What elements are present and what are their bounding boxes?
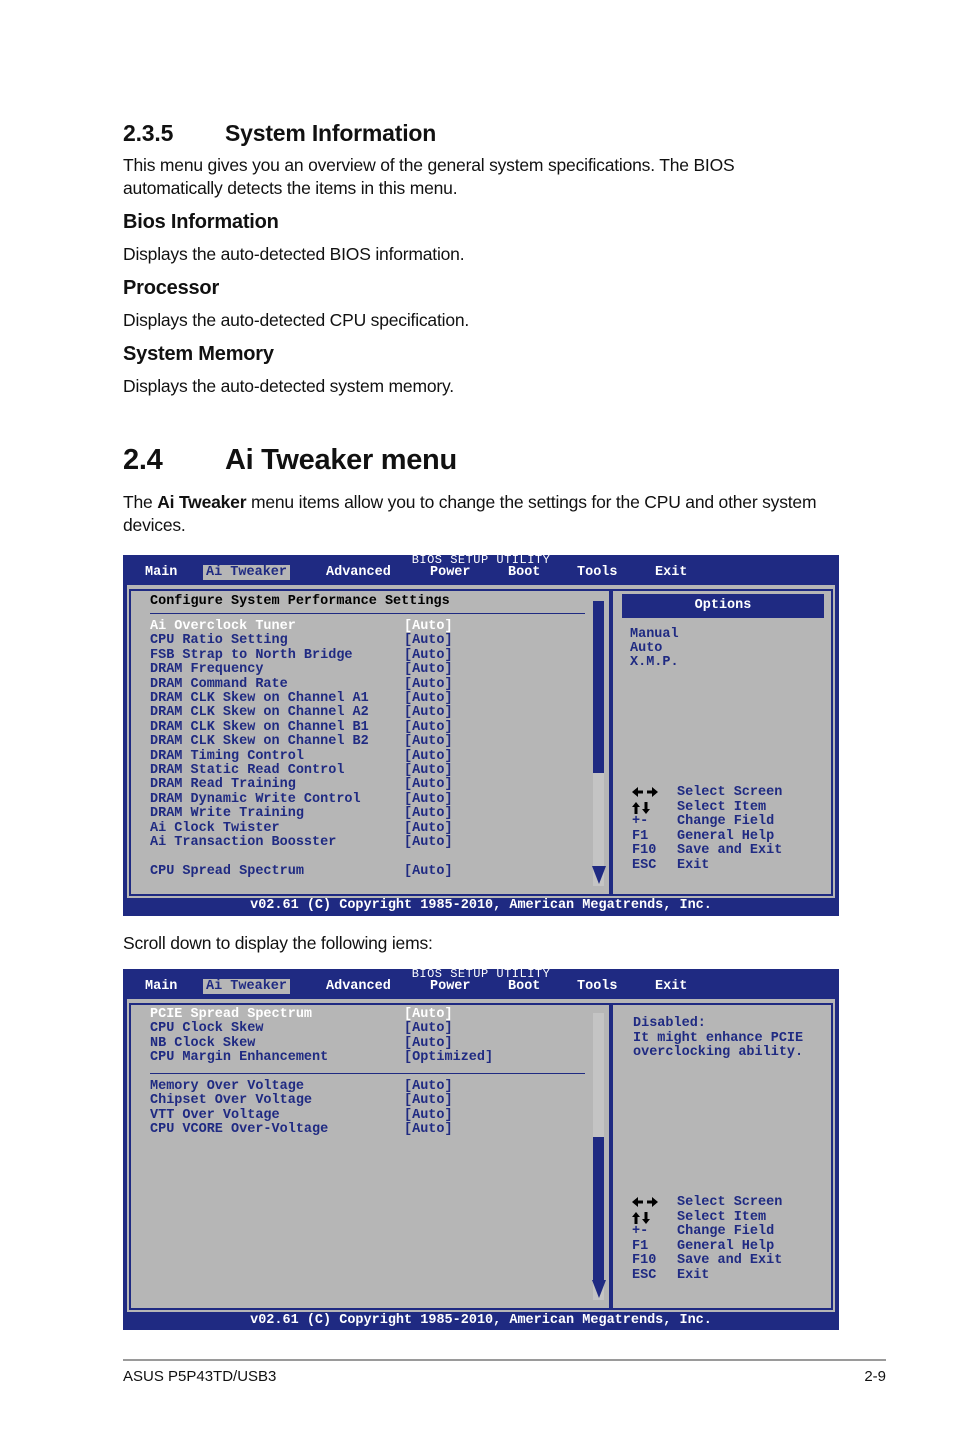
- setting-name: CPU Spread Spectrum: [150, 863, 304, 879]
- setting-item[interactable]: [150, 1122, 328, 1137]
- setting-name: PCIE Spread Spectrum: [150, 1007, 313, 1022]
- section-title: Ai Tweaker menu: [225, 444, 457, 476]
- menu-tab-ai-tweaker[interactable]: Ai Tweaker: [203, 979, 290, 994]
- menu-tab-exit[interactable]: Exit: [655, 979, 688, 994]
- bios-body: [127, 585, 835, 898]
- settings-heading: Configure System Performance Settings: [150, 594, 450, 609]
- key-name: F1: [632, 1238, 649, 1254]
- setting-item[interactable]: [150, 1093, 312, 1108]
- menu-tab-exit[interactable]: Exit: [655, 565, 688, 580]
- setting-item[interactable]: [150, 720, 369, 735]
- setting-value[interactable]: [Auto]: [404, 1035, 453, 1051]
- setting-name: CPU Margin Enhancement: [150, 1050, 329, 1066]
- system-info-intro-line2: automatically detects the items in this menu.: [123, 178, 458, 198]
- setting-item[interactable]: [150, 1036, 255, 1051]
- intro-text: The: [123, 492, 158, 512]
- processor-heading: Processor: [123, 277, 220, 299]
- setting-name: Chipset Over Voltage: [150, 1093, 313, 1109]
- setting-name: DRAM Write Training: [150, 806, 304, 822]
- menu-tab-power[interactable]: Power: [430, 565, 471, 580]
- footer-rule: [123, 1359, 886, 1361]
- key-desc: Select Screen: [677, 785, 783, 800]
- menu-tab-advanced[interactable]: Advanced: [326, 979, 391, 994]
- setting-name: Memory Over Voltage: [150, 1079, 304, 1094]
- bios-information-text: Displays the auto-detected BIOS information.: [123, 244, 465, 264]
- setting-value[interactable]: [Auto]: [404, 835, 453, 850]
- setting-value[interactable]: [Auto]: [404, 1021, 453, 1037]
- menu-tab-power[interactable]: Power: [430, 979, 471, 994]
- setting-name: Ai Transaction Boosster: [150, 835, 337, 850]
- setting-name: DRAM Dynamic Write Control: [150, 791, 361, 807]
- key-name: F1: [632, 828, 649, 844]
- setting-name: FSB Strap to North Bridge: [150, 647, 353, 663]
- setting-value[interactable]: [Auto]: [404, 676, 453, 692]
- setting-item[interactable]: [150, 835, 336, 850]
- scrollbar[interactable]: [593, 601, 604, 886]
- section-number: 2.4: [123, 444, 163, 476]
- scroll-down-arrow-icon[interactable]: [592, 866, 606, 884]
- section-title: System Information: [225, 120, 437, 146]
- setting-name: NB Clock Skew: [150, 1035, 256, 1051]
- menu-tab-tools[interactable]: Tools: [577, 565, 618, 580]
- key-desc: Exit: [677, 1267, 710, 1283]
- setting-name: DRAM Read Training: [150, 777, 296, 793]
- intro-bold: Ai Tweaker: [157, 492, 247, 512]
- option-item[interactable]: Auto: [630, 641, 663, 656]
- setting-value[interactable]: [Auto]: [404, 748, 453, 764]
- setting-name: DRAM Timing Control: [150, 748, 304, 764]
- key-name: F10: [632, 1253, 657, 1268]
- footer-product: ASUS P5P43TD/USB3: [123, 1368, 277, 1385]
- system-info-intro-line1: This menu gives you an overview of the general system specifications. The BIOS: [123, 155, 735, 175]
- setting-name: CPU Ratio Setting: [150, 633, 288, 649]
- bios-body: [127, 999, 835, 1312]
- setting-value[interactable]: [Auto]: [404, 1122, 453, 1138]
- bios-footer: v02.61 (C) Copyright 1985-2010, American Megatrends, Inc.: [250, 898, 712, 913]
- setting-value[interactable]: [Auto]: [404, 791, 453, 807]
- setting-value[interactable]: [Auto]: [404, 734, 453, 750]
- help-line: Disabled:: [633, 1016, 706, 1031]
- scrollbar-thumb[interactable]: [593, 1137, 604, 1282]
- bios-footer: v02.61 (C) Copyright 1985-2010, American Megatrends, Inc.: [250, 1313, 712, 1328]
- setting-value[interactable]: [Auto]: [404, 1079, 453, 1094]
- setting-item[interactable]: [150, 734, 369, 749]
- setting-item[interactable]: [150, 763, 344, 778]
- key-desc: Change Field: [677, 814, 775, 829]
- key-name: +-: [632, 1224, 649, 1239]
- help-line: It might enhance PCIE: [633, 1030, 804, 1046]
- setting-name: DRAM CLK Skew on Channel B2: [150, 734, 369, 750]
- left-right-arrows-icon: [632, 787, 658, 802]
- menu-tab-main[interactable]: Main: [145, 565, 178, 580]
- section-number: 2.3.5: [123, 120, 174, 146]
- setting-name: DRAM Frequency: [150, 662, 264, 678]
- setting-value[interactable]: [Auto]: [404, 1107, 453, 1123]
- bios-information-heading: Bios Information: [123, 211, 279, 233]
- option-item[interactable]: X.M.P.: [630, 655, 679, 670]
- setting-name: Ai Clock Twister: [150, 820, 280, 836]
- key-desc: Save and Exit: [677, 1253, 783, 1268]
- setting-item[interactable]: [150, 677, 288, 692]
- scroll-down-arrow-icon[interactable]: [592, 1280, 606, 1298]
- setting-name: DRAM CLK Skew on Channel B1: [150, 719, 369, 735]
- menu-tab-ai-tweaker[interactable]: Ai Tweaker: [203, 565, 290, 580]
- setting-item[interactable]: [150, 792, 361, 807]
- bios-menubar: [123, 564, 839, 584]
- setting-name: DRAM CLK Skew on Channel A1: [150, 691, 369, 706]
- key-desc: General Help: [677, 1238, 775, 1254]
- setting-name: CPU VCORE Over-Voltage: [150, 1122, 329, 1138]
- key-desc: Select Item: [677, 799, 767, 815]
- setting-value[interactable]: [Optimized]: [404, 1050, 494, 1066]
- setting-item[interactable]: [150, 864, 304, 879]
- bios-screen-1: [123, 555, 839, 916]
- setting-item[interactable]: [150, 633, 288, 648]
- scrollbar[interactable]: [593, 1013, 604, 1300]
- setting-value[interactable]: [Auto]: [404, 633, 453, 649]
- key-name: +-: [632, 814, 649, 829]
- setting-name: DRAM CLK Skew on Channel A2: [150, 705, 369, 721]
- key-desc: Select Item: [677, 1209, 767, 1225]
- menu-tab-advanced[interactable]: Advanced: [326, 565, 391, 580]
- setting-value[interactable]: [Auto]: [404, 705, 453, 721]
- setting-name: CPU Clock Skew: [150, 1021, 264, 1037]
- setting-item[interactable]: [150, 1079, 304, 1094]
- processor-text: Displays the auto-detected CPU specification.: [123, 310, 470, 330]
- key-desc: Save and Exit: [677, 843, 783, 858]
- menu-tab-main[interactable]: Main: [145, 979, 178, 994]
- setting-value[interactable]: [Auto]: [404, 691, 453, 706]
- setting-value[interactable]: [Auto]: [404, 662, 453, 678]
- setting-value[interactable]: [Auto]: [404, 820, 453, 836]
- system-memory-text: Displays the auto-detected system memory.: [123, 376, 454, 396]
- bios-screen-2: [123, 969, 839, 1330]
- setting-item[interactable]: [150, 1007, 312, 1022]
- system-info-intro: [123, 154, 734, 200]
- heading-divider: [150, 613, 585, 614]
- setting-item[interactable]: [150, 619, 296, 634]
- setting-item[interactable]: [150, 1108, 280, 1123]
- setting-value[interactable]: [Auto]: [404, 1093, 453, 1109]
- setting-name: VTT Over Voltage: [150, 1107, 280, 1123]
- key-desc: Select Screen: [677, 1195, 783, 1210]
- setting-name: DRAM Command Rate: [150, 676, 288, 692]
- footer-page-number: 2-9: [864, 1368, 886, 1385]
- setting-item[interactable]: [150, 691, 369, 706]
- setting-item[interactable]: [150, 749, 304, 764]
- scroll-note: Scroll down to display the following iems:: [123, 933, 433, 953]
- intro-text-cont: menu items allow you to change the settings for the CPU and other system: [246, 492, 817, 512]
- setting-value[interactable]: [Auto]: [404, 863, 453, 879]
- setting-value[interactable]: [Auto]: [404, 719, 453, 735]
- setting-name: Ai Overclock Tuner: [150, 619, 296, 634]
- help-line: overclocking ability.: [633, 1045, 804, 1061]
- setting-name: DRAM Static Read Control: [150, 763, 345, 778]
- setting-value[interactable]: [Auto]: [404, 806, 453, 822]
- setting-value[interactable]: [Auto]: [404, 619, 453, 634]
- scrollbar-thumb[interactable]: [593, 601, 604, 773]
- system-memory-heading: System Memory: [123, 343, 274, 365]
- intro-line2: devices.: [123, 515, 186, 535]
- section-title-system-information: [123, 120, 436, 147]
- setting-item[interactable]: [150, 705, 369, 720]
- group-divider: [150, 1073, 585, 1074]
- key-name: ESC: [632, 857, 657, 873]
- section-title-ai-tweaker: [123, 444, 457, 477]
- setting-value[interactable]: [Auto]: [404, 763, 453, 778]
- setting-value[interactable]: [Auto]: [404, 777, 453, 793]
- menu-tab-boot[interactable]: Boot: [508, 979, 541, 994]
- setting-value[interactable]: [Auto]: [404, 647, 453, 663]
- setting-item[interactable]: [150, 662, 263, 677]
- ai-tweaker-intro: [123, 491, 843, 537]
- options-header: Options: [622, 594, 824, 618]
- setting-item[interactable]: [150, 777, 296, 792]
- key-desc: Change Field: [677, 1224, 775, 1239]
- bios-title: BIOS SETUP UTILITY: [411, 967, 551, 981]
- setting-item[interactable]: [150, 806, 304, 821]
- setting-value[interactable]: [Auto]: [404, 1007, 453, 1022]
- key-name: F10: [632, 843, 657, 858]
- key-desc: Exit: [677, 857, 710, 873]
- setting-item[interactable]: [150, 648, 353, 663]
- menu-tab-boot[interactable]: Boot: [508, 565, 541, 580]
- setting-item[interactable]: [150, 1050, 328, 1065]
- key-name: ESC: [632, 1267, 657, 1283]
- bios-menubar: [123, 978, 839, 998]
- setting-item[interactable]: [150, 1021, 263, 1036]
- option-item[interactable]: Manual: [630, 627, 679, 642]
- setting-item[interactable]: [150, 821, 280, 836]
- bios-title: BIOS SETUP UTILITY: [411, 553, 551, 567]
- menu-tab-tools[interactable]: Tools: [577, 979, 618, 994]
- key-desc: General Help: [677, 828, 775, 844]
- left-right-arrows-icon: [632, 1197, 658, 1212]
